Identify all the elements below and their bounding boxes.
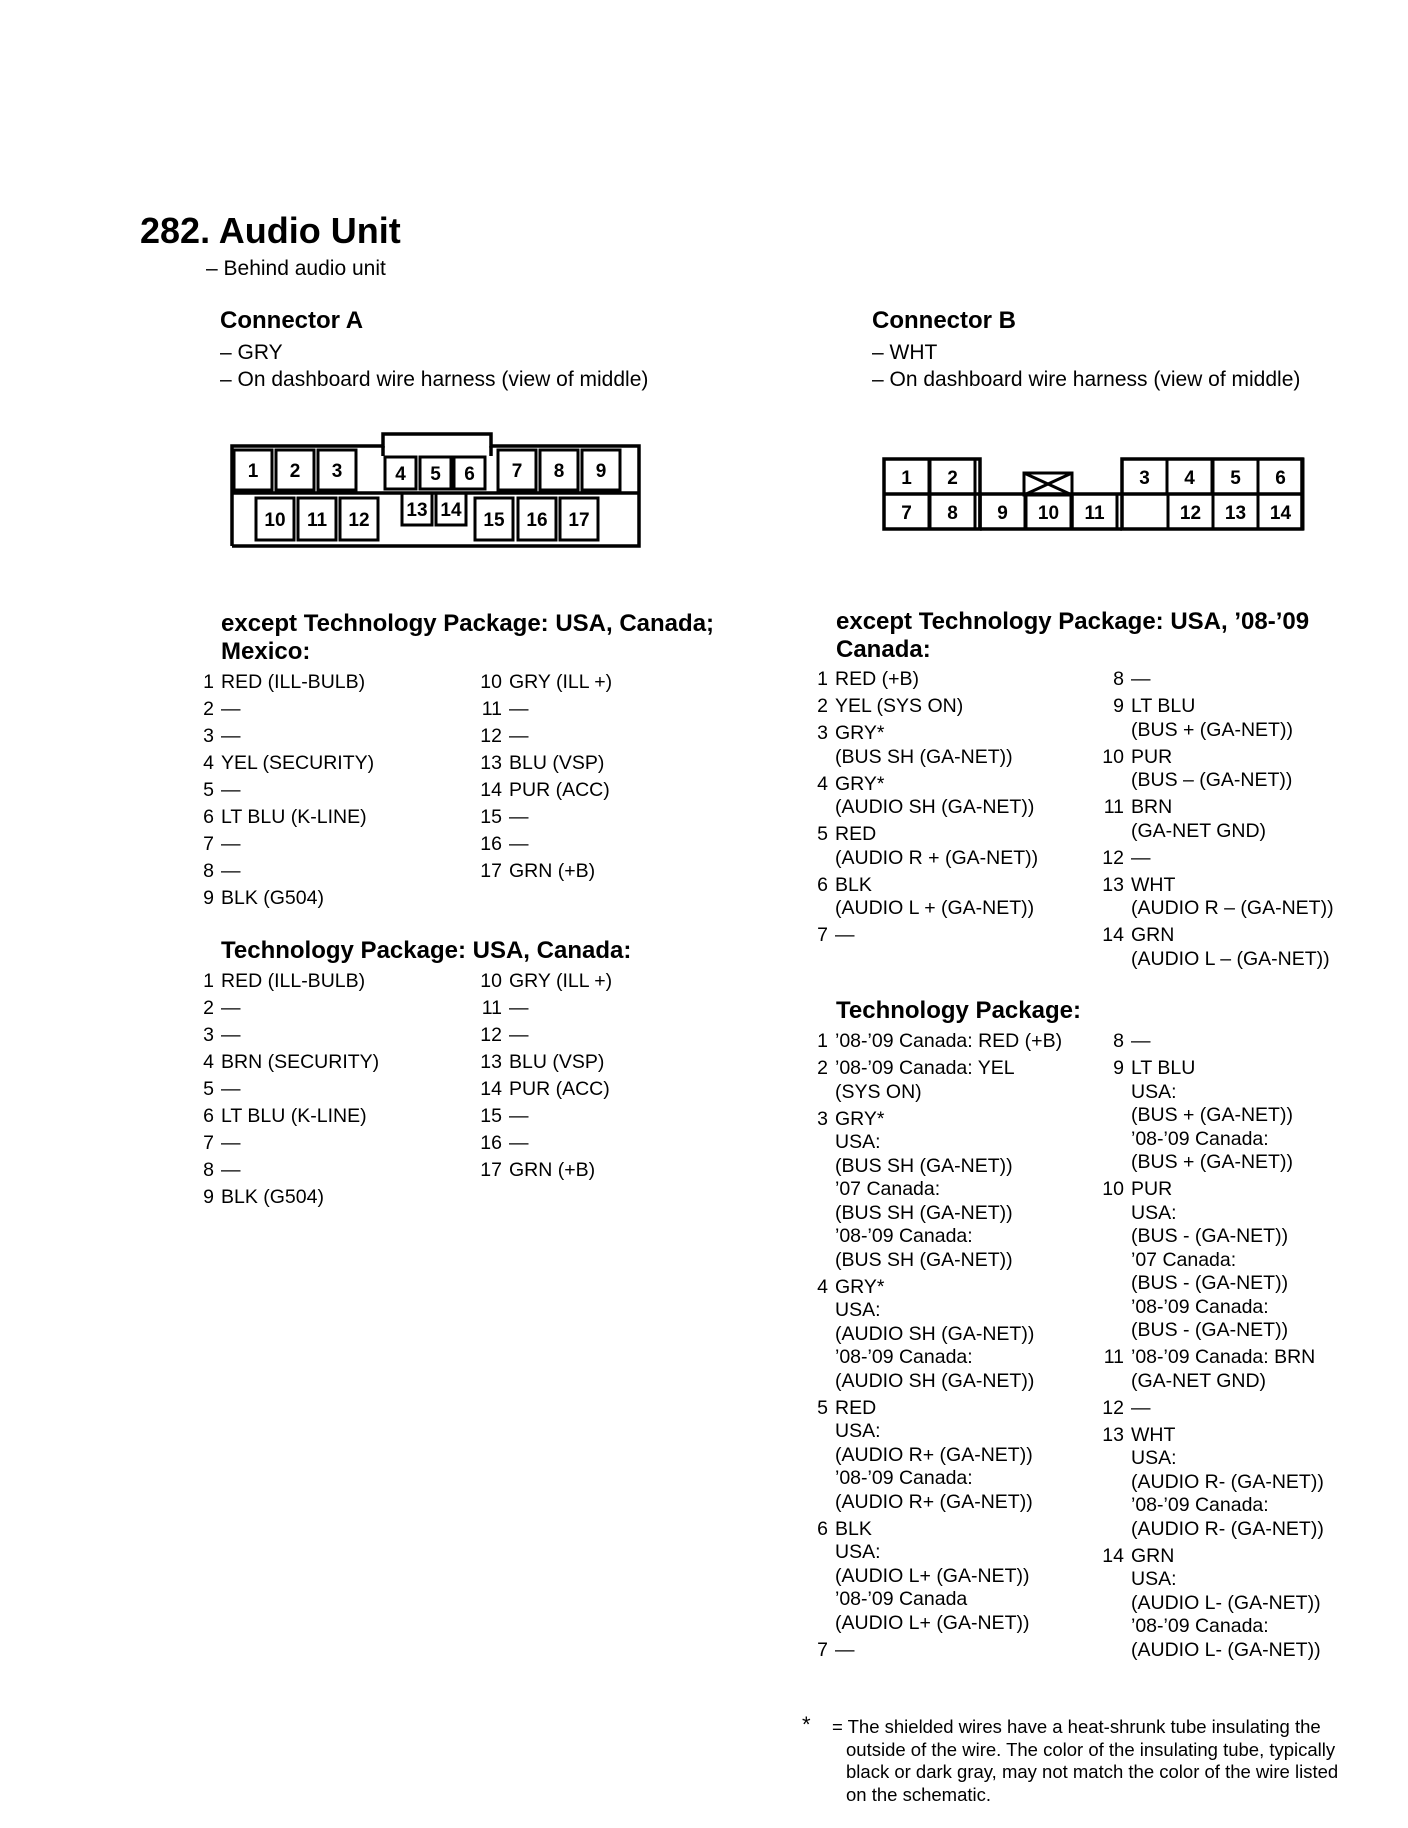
pin-description: GRY (ILL +) [509,671,613,693]
connector-a-pin-label: 2 [289,461,301,482]
pin-description-line: (BUS + (GA-NET)) [1131,718,1293,741]
pin-number: 10 [1102,745,1124,768]
pin-number: 8 [1113,1030,1124,1052]
pin-row [192,858,374,885]
pin-row [1098,1397,1324,1421]
pin-description-line: (BUS SH (GA-NET)) [835,745,1013,768]
pin-description: BLU (VSP) [509,1051,605,1073]
cb-section1-heading: except Technology Package: USA, ’08-’09 Canada: [836,608,1310,663]
pin-row [1098,695,1334,742]
pin-number: 6 [817,873,828,896]
pin-row [1098,1424,1324,1542]
pin-description: PUR (ACC) [509,779,610,801]
pin-description: GRN (+B) [509,860,596,882]
connector-a-pin-label: 16 [526,510,548,531]
pin-description: — [221,860,241,882]
footnote-line: outside of the wire. The color of the insulating tube, typically [846,1738,1336,1760]
pin-description: — [221,1132,241,1154]
pin-number: 2 [817,1057,828,1079]
pin-description-line: (BUS SH (GA-NET)) [835,1248,1013,1271]
pin-row [192,968,379,995]
ca-section2-left-list [192,968,379,1211]
pin-description-line: (AUDIO SH (GA-NET)) [835,1322,1035,1345]
connector-a-pin-label: 3 [331,461,343,482]
pin-row [802,668,1038,692]
pin-number: 11 [481,698,502,720]
connector-b-pin-label: 10 [1037,503,1060,524]
connector-b-pin-label: 7 [901,503,912,524]
pin-description: GRN (+B) [509,1159,596,1181]
pin-row [1098,746,1334,793]
pin-description-line: GRY* [835,722,885,744]
pin-description-line: — [1131,668,1151,690]
pin-description-line: (SYS ON) [835,1080,922,1103]
pin-description-line: PUR [1131,745,1173,768]
pin-number: 11 [1103,1346,1124,1368]
pin-description-line: (AUDIO R + (GA-NET)) [835,846,1039,869]
pin-row [480,1022,612,1049]
pin-description: RED (ILL-BULB) [221,970,366,992]
pin-description-line: ’08-’09 Canada: [835,1346,973,1368]
pin-row [480,858,612,885]
pin-number: 2 [203,698,214,720]
pin-description-line: PUR [1131,1178,1173,1200]
pin-description-line: — [1131,1396,1151,1419]
pin-description: LT BLU (K-LINE) [221,1105,367,1127]
page-title: 282. Audio Unit [140,210,401,251]
connector-lock-icon [1024,473,1072,495]
connector-b-pin-label: 4 [1184,468,1195,489]
pin-description-line: — [835,924,855,946]
location-note: – Behind audio unit [206,257,386,280]
connector-b-pin-label: 11 [1084,503,1105,524]
pin-description-line: GRY* [835,1107,885,1130]
ca-section1-heading: except Technology Package: USA, Canada; Mexico: [221,610,715,665]
connector-a-pin-label: 14 [440,500,462,521]
pin-description-line: ’07 Canada: [1131,1248,1237,1271]
pin-row [192,885,374,912]
pin-description: — [509,806,529,828]
pin-number: 4 [203,1051,214,1073]
pin-description-line: ’08-’09 Canada: [835,1225,973,1247]
connector-a-pin-label: 11 [306,510,328,531]
pin-row [480,1049,612,1076]
pin-description-line: YEL (SYS ON) [835,695,964,717]
pin-row [192,1184,379,1211]
pin-description-line: USA: [835,1541,881,1563]
pin-description-line: LT BLU [1131,695,1196,717]
pin-description: BLK (G504) [221,887,324,909]
ca-section2-heading: Technology Package: USA, Canada: [221,937,632,964]
pin-number: 8 [203,860,214,882]
pin-description-line: RED (+B) [835,668,919,690]
pin-description-line: LT BLU [1131,1057,1196,1079]
footnote-text [832,1716,1338,1806]
pin-description: — [221,997,241,1019]
pin-number: 3 [203,725,214,747]
pin-number: 14 [480,1078,502,1100]
pin-number: 9 [203,887,214,909]
pin-number: 10 [480,671,502,693]
pin-number: 2 [203,997,214,1019]
pin-row [192,1049,379,1076]
pin-row [480,723,612,750]
pin-number: 3 [203,1024,214,1046]
ca-section1-right-list [480,669,612,885]
pin-number: 11 [1103,796,1124,818]
pin-row [802,1108,1062,1273]
connector-b-pin-label: 1 [901,468,912,489]
pin-number: 13 [1102,1423,1124,1446]
pin-number: 5 [817,823,828,845]
connector-b-diagram [880,455,1307,535]
pin-number: 9 [203,1186,214,1208]
footnote-line: black or dark gray, may not match the color of the wire listed [846,1761,1339,1782]
pin-description-line: ’08-’09 Canada: YEL [835,1057,1015,1079]
cb-section2-heading: Technology Package: [836,997,1081,1024]
pin-description-line: ’08-’09 Canada: [835,1467,973,1489]
connector-a-harness: – On dashboard wire harness (view of middle) [220,368,649,391]
pin-number: 8 [1113,668,1124,690]
pin-row [480,1130,612,1157]
pin-row [480,750,612,777]
pin-description-line: USA: [1131,1080,1177,1103]
pin-row [480,968,612,995]
pin-row [802,1397,1062,1515]
pin-row [192,1103,379,1130]
pin-description-line: ’08-’09 Canada: [1131,1494,1269,1516]
pin-row [192,1130,379,1157]
pin-number: 8 [203,1159,214,1181]
connector-b-heading: Connector B [872,307,1016,334]
pin-row [802,1518,1062,1636]
pin-description: — [509,698,529,720]
pin-number: 1 [817,1030,828,1052]
connector-b-pin-label: 8 [947,503,958,524]
pin-number: 13 [480,752,502,774]
cb-section2-right-list [1098,1030,1324,1666]
pin-row [192,1157,379,1184]
pin-row [480,1103,612,1130]
pin-number: 6 [203,1105,214,1127]
pin-description: — [509,1024,529,1046]
pin-number: 17 [480,860,502,882]
pin-row [192,723,374,750]
pin-number: 6 [817,1517,828,1540]
pin-number: 1 [817,668,828,690]
pin-row [1098,1545,1324,1663]
pin-description-line: RED [835,823,877,845]
connector-a-pin-label: 13 [406,500,428,521]
pin-number: 12 [1102,1396,1124,1419]
pin-description-line: (BUS SH (GA-NET)) [835,1154,1013,1177]
pin-row [480,777,612,804]
pin-row [1098,847,1334,871]
pin-row [802,773,1038,820]
pin-description-line: USA: [835,1299,881,1321]
pin-number: 15 [480,806,502,828]
pin-description-line: BLK [835,1517,872,1540]
pin-description-line: (GA-NET GND) [1131,819,1267,842]
pin-description: BLK (G504) [221,1186,324,1208]
pin-description-line: GRY* [835,1275,885,1298]
pin-description-line: (AUDIO L- (GA-NET)) [1131,1591,1321,1614]
pin-row [802,1276,1062,1394]
pin-number: 1 [203,671,214,693]
pin-number: 1 [203,970,214,992]
pin-row [1098,1346,1324,1393]
pin-description-line: GRY* [835,772,885,795]
pin-description: — [509,833,529,855]
pin-description-line: (AUDIO R- (GA-NET)) [1131,1470,1324,1493]
pin-number: 16 [480,833,502,855]
pin-number: 7 [203,833,214,855]
pin-number: 2 [817,695,828,717]
pin-row [480,804,612,831]
pin-row [802,1639,1062,1663]
connector-b-pin-label: 2 [947,468,958,489]
pin-description: — [221,779,241,801]
pin-description-line: BRN [1131,796,1173,818]
pin-description-line: (GA-NET GND) [1131,1369,1267,1392]
pin-number: 7 [817,924,828,946]
pin-row [192,804,374,831]
pin-description-line: GRN [1131,924,1175,946]
pin-description-line: — [1131,1030,1151,1052]
pin-description-line: (BUS - (GA-NET)) [1131,1319,1289,1341]
connector-b-pin-label: 5 [1230,468,1241,489]
pin-row [480,669,612,696]
connector-a-pin-label: 5 [430,464,441,485]
pin-row [192,995,379,1022]
pin-row [1098,796,1334,843]
pin-description-line: ’08-’09 Canada: [1131,1295,1269,1318]
pin-row [1098,1178,1324,1343]
pin-number: 7 [203,1132,214,1154]
connector-b-pin-label: 13 [1224,503,1247,524]
pin-number: 12 [480,725,502,747]
pin-number: 6 [203,806,214,828]
footnote-line: on the schematic. [846,1783,991,1805]
ca-section1-left-list [192,669,374,912]
pin-description-line: (AUDIO L- (GA-NET)) [1131,1638,1321,1661]
pin-description-line: RED [835,1396,877,1419]
pin-row [802,874,1038,921]
pin-description: LT BLU (K-LINE) [221,806,367,828]
pin-description-line: (AUDIO L+ (GA-NET)) [835,1611,1030,1634]
pin-description: — [509,1132,529,1154]
connector-b-harness: – On dashboard wire harness (view of middle) [872,368,1301,391]
connector-b-color: – WHT [872,341,938,364]
pin-description-line: (BUS – (GA-NET)) [1131,769,1293,791]
pin-description-line: (AUDIO R+ (GA-NET)) [835,1490,1033,1513]
pin-description-line: (AUDIO R- (GA-NET)) [1131,1517,1324,1540]
pin-row [192,750,374,777]
pin-description-line: (AUDIO L+ (GA-NET)) [835,1564,1030,1587]
pin-row [192,669,374,696]
pin-description-line: ’08-’09 Canada: [1131,1127,1269,1150]
connector-a-pin-label: 15 [483,510,505,531]
pin-description-line: (BUS + (GA-NET)) [1131,1151,1293,1173]
pin-description-line: (BUS - (GA-NET)) [1131,1272,1289,1294]
pin-number: 7 [817,1638,828,1661]
pin-row [480,1076,612,1103]
pin-number: 4 [817,772,828,795]
connector-a-heading: Connector A [220,307,364,334]
pin-number: 3 [817,1107,828,1130]
pin-description: — [221,1159,241,1181]
pin-number: 11 [481,997,502,1019]
pin-description: — [221,725,241,747]
pin-row [480,831,612,858]
footnote-line: = The shielded wires have a heat-shrunk tube insulating the [832,1716,1321,1737]
pin-description: PUR (ACC) [509,1078,610,1100]
cb-section1-left-list [802,668,1038,951]
pin-description-line: (AUDIO L + (GA-NET)) [835,897,1035,919]
pin-row [802,1057,1062,1104]
pin-row [802,1030,1062,1054]
pin-number: 12 [480,1024,502,1046]
connector-a-pin-label: 7 [511,461,523,482]
pin-number: 5 [817,1396,828,1419]
pin-description: — [221,698,241,720]
pin-description-line: GRN [1131,1544,1175,1567]
pin-row [802,924,1038,948]
pin-row [1098,1057,1324,1175]
pin-description-line: USA: [835,1131,881,1153]
pin-number: 13 [1102,873,1124,896]
pin-description-line: (AUDIO SH (GA-NET)) [835,796,1035,818]
connector-a-pin-label: 12 [348,510,370,531]
pin-description-line: (AUDIO R – (GA-NET)) [1131,897,1334,919]
pin-description-line: (BUS SH (GA-NET)) [835,1201,1013,1224]
pin-description-line: ’07 Canada: [835,1178,941,1200]
pin-description: BLU (VSP) [509,752,605,774]
connector-a-pin-label: 4 [395,464,406,485]
connector-a-pin-label: 17 [568,510,590,531]
pin-row [192,777,374,804]
pin-description-line: (BUS - (GA-NET)) [1131,1225,1289,1247]
pin-description-line: ’08-’09 Canada: BRN [1131,1346,1316,1368]
ca-section2-right-list [480,968,612,1184]
pin-number: 3 [817,722,828,744]
pin-row [480,995,612,1022]
pin-description: — [509,725,529,747]
connector-a-pin-label: 9 [595,461,607,482]
pin-description-line: BLK [835,873,872,896]
pin-description-line: USA: [1131,1201,1177,1224]
pin-description: — [221,1024,241,1046]
pin-number: 14 [1102,1544,1124,1567]
footnote-symbol: * [802,1712,811,1737]
pin-description-line: ’08-’09 Canada: RED (+B) [835,1030,1063,1052]
pin-description-line: (AUDIO SH (GA-NET)) [835,1369,1035,1392]
pin-row [802,722,1038,769]
pin-number: 4 [817,1275,828,1298]
pin-row [802,695,1038,719]
pin-number: 10 [480,970,502,992]
pin-description-line: (AUDIO L – (GA-NET)) [1131,947,1330,970]
cb-section1-right-list [1098,668,1334,975]
pin-description: BRN (SECURITY) [221,1051,380,1073]
pin-row [192,831,374,858]
pin-row [1098,924,1334,971]
pin-description: — [509,1105,529,1127]
pin-number: 10 [1102,1178,1124,1200]
pin-description: RED (ILL-BULB) [221,671,366,693]
pin-description-line: ’08-’09 Canada [835,1588,968,1610]
connector-b-pin-label: 12 [1179,503,1202,524]
pin-number: 14 [480,779,502,801]
pin-description: — [221,833,241,855]
pin-row [802,823,1038,870]
pin-row [192,1022,379,1049]
pin-number: 13 [480,1051,502,1073]
pin-number: 15 [480,1105,502,1127]
pin-row [1098,1030,1324,1054]
connector-a-pin-label: 1 [247,461,259,482]
connector-a-pin-label: 10 [264,510,286,531]
pin-row [192,696,374,723]
pin-description-line: — [835,1638,855,1661]
pin-number: 5 [203,1078,214,1100]
connector-b-pin-label: 9 [997,503,1008,524]
pin-row [480,696,612,723]
pin-row [480,1157,612,1184]
pin-row [1098,668,1334,692]
pin-number: 9 [1113,695,1124,717]
pin-description: GRY (ILL +) [509,970,613,992]
pin-description-line: USA: [835,1420,881,1442]
connector-a-color: – GRY [220,341,283,364]
pin-number: 4 [203,752,214,774]
pin-description: — [221,1078,241,1100]
pin-description-line: (BUS + (GA-NET)) [1131,1104,1293,1126]
pin-description-line: USA: [1131,1447,1177,1469]
connector-b-pin-label: 3 [1139,468,1150,489]
pin-description: YEL (SECURITY) [221,752,375,774]
pin-number: 14 [1102,924,1124,946]
connector-a-pin-label: 8 [553,461,565,482]
pin-row [192,1076,379,1103]
connector-b-pin-label: 6 [1275,468,1286,489]
pin-description-line: WHT [1131,1423,1176,1446]
cb-section2-left-list [802,1030,1062,1666]
connector-a-diagram [228,430,646,550]
connector-b-pin-label: 14 [1269,503,1292,524]
connector-a-pin-label: 6 [464,464,475,485]
pin-number: 12 [1102,846,1124,869]
pin-description-line: ’08-’09 Canada: [1131,1615,1269,1637]
pin-number: 17 [480,1159,502,1181]
pin-description: — [509,997,529,1019]
pin-number: 9 [1113,1057,1124,1079]
pin-description-line: — [1131,846,1151,869]
pin-number: 16 [480,1132,502,1154]
pin-description-line: (AUDIO R+ (GA-NET)) [835,1443,1033,1466]
pin-description-line: WHT [1131,873,1176,896]
pin-row [1098,874,1334,921]
pin-description-line: USA: [1131,1568,1177,1590]
pin-number: 5 [203,779,214,801]
